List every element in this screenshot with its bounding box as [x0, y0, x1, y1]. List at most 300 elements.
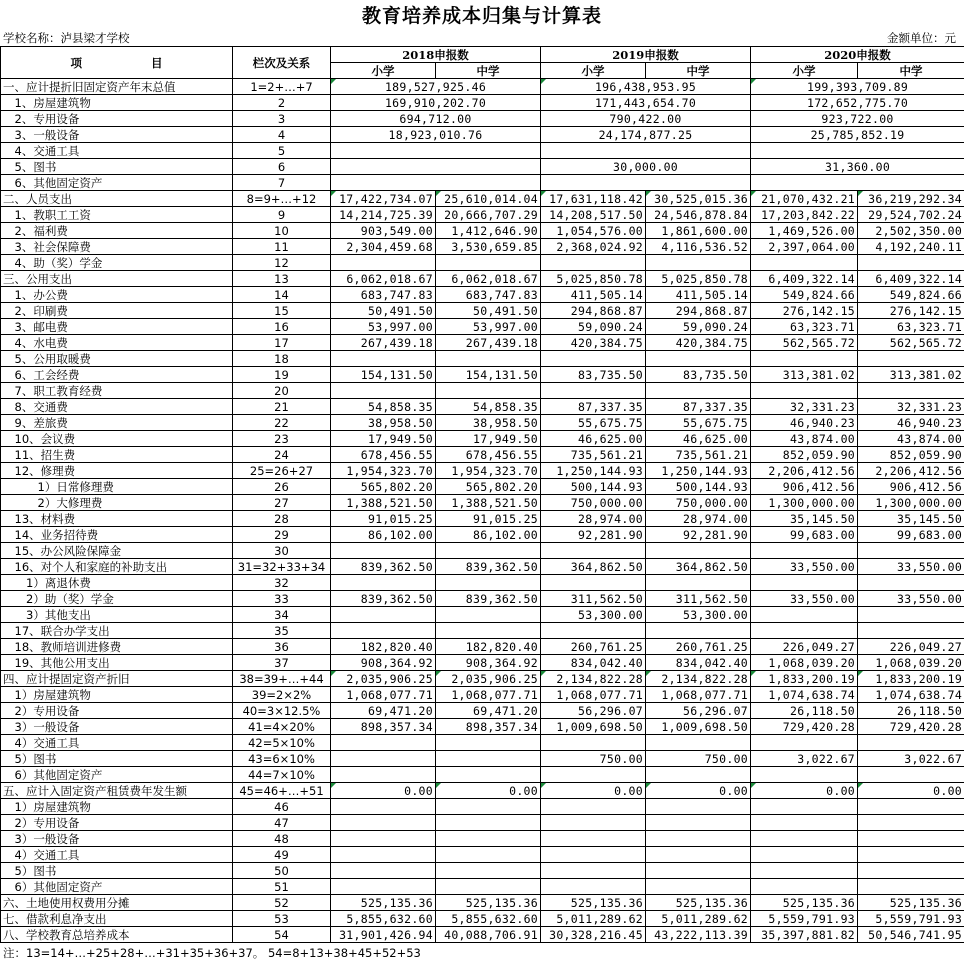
- value-cell-middle: 411,505.14: [646, 287, 751, 303]
- row-item-label: 14、业务招待费: [1, 527, 233, 543]
- value-cell-middle: 43,874.00: [858, 431, 964, 447]
- value-cell-primary: 906,412.56: [751, 479, 858, 495]
- value-cell-primary: 678,456.55: [331, 447, 436, 463]
- row-item-label: 5、公用取暖费: [1, 351, 233, 367]
- value-cell-middle: 5,011,289.62: [646, 911, 751, 927]
- value-cell-primary: 1,068,077.71: [331, 687, 436, 703]
- value-cell-primary: 31,901,426.94: [331, 927, 436, 943]
- value-cell-primary: 839,362.50: [331, 559, 436, 575]
- value-cell-middle: 5,559,791.93: [858, 911, 964, 927]
- value-cell-combined: 196,438,953.95: [541, 79, 751, 95]
- cost-table: [0, 46, 964, 943]
- value-cell-middle: [858, 831, 964, 847]
- value-cell-primary: 5,025,850.78: [541, 271, 646, 287]
- value-cell-middle: 834,042.40: [646, 655, 751, 671]
- value-cell-primary: 1,068,077.71: [541, 687, 646, 703]
- value-cell-middle: [646, 847, 751, 863]
- value-cell-middle: 313,381.02: [858, 367, 964, 383]
- row-item-label: 5、图书: [1, 159, 233, 175]
- row-relation: 1=2+…+7: [233, 79, 331, 95]
- value-cell-middle: [436, 255, 541, 271]
- value-cell-primary: [751, 255, 858, 271]
- value-cell-middle: 2,035,906.25: [436, 671, 541, 687]
- row-item-label: 13、材料费: [1, 511, 233, 527]
- row-relation: 41=4×20%: [233, 719, 331, 735]
- table-row: [1, 735, 964, 751]
- value-cell-combined: 694,712.00: [331, 111, 541, 127]
- value-cell-primary: 17,631,118.42: [541, 191, 646, 207]
- value-cell-primary: 2,304,459.68: [331, 239, 436, 255]
- row-item-label: 2）专用设备: [1, 703, 233, 719]
- table-row: [1, 447, 964, 463]
- row-item-label: 2、专用设备: [1, 111, 233, 127]
- value-cell-primary: 53,997.00: [331, 319, 436, 335]
- value-cell-middle: 750.00: [646, 751, 751, 767]
- value-cell-middle: 54,858.35: [436, 399, 541, 415]
- value-cell-primary: [541, 799, 646, 815]
- value-cell-combined: [751, 143, 964, 159]
- row-item-label: 1）离退休费: [1, 575, 233, 591]
- row-relation: 39=2×2%: [233, 687, 331, 703]
- table-row: [1, 655, 964, 671]
- value-cell-middle: [436, 831, 541, 847]
- value-cell-primary: 0.00: [751, 783, 858, 799]
- value-cell-primary: 735,561.21: [541, 447, 646, 463]
- value-cell-primary: 32,331.23: [751, 399, 858, 415]
- value-cell-primary: 1,954,323.70: [331, 463, 436, 479]
- value-cell-combined: 169,910,202.70: [331, 95, 541, 111]
- value-cell-primary: 43,874.00: [751, 431, 858, 447]
- value-cell-middle: 56,296.07: [646, 703, 751, 719]
- row-item-label: 1、房屋建筑物: [1, 95, 233, 111]
- value-cell-middle: 1,861,600.00: [646, 223, 751, 239]
- value-cell-middle: 525,135.36: [436, 895, 541, 911]
- value-cell-middle: [436, 351, 541, 367]
- value-cell-combined: 189,527,925.46: [331, 79, 541, 95]
- value-cell-middle: 0.00: [858, 783, 964, 799]
- value-cell-middle: 63,323.71: [858, 319, 964, 335]
- value-cell-middle: 4,192,240.11: [858, 239, 964, 255]
- value-cell-middle: [646, 767, 751, 783]
- value-cell-middle: 1,068,077.71: [646, 687, 751, 703]
- value-cell-middle: [436, 575, 541, 591]
- value-cell-middle: 1,300,000.00: [858, 495, 964, 511]
- row-relation: 19: [233, 367, 331, 383]
- value-cell-middle: 898,357.34: [436, 719, 541, 735]
- value-cell-middle: 5,855,632.60: [436, 911, 541, 927]
- value-cell-middle: [646, 879, 751, 895]
- row-relation: 49: [233, 847, 331, 863]
- row-relation: 53: [233, 911, 331, 927]
- header-year-2018: 2018申报数: [331, 47, 541, 63]
- value-cell-primary: 17,422,734.07: [331, 191, 436, 207]
- report-title: 教育培养成本归集与计算表: [361, 5, 602, 27]
- value-cell-primary: 14,214,725.39: [331, 207, 436, 223]
- value-cell-middle: 908,364.92: [436, 655, 541, 671]
- table-row: [1, 527, 964, 543]
- row-item-label: 2、福利费: [1, 223, 233, 239]
- row-relation: 27: [233, 495, 331, 511]
- value-cell-primary: 1,300,000.00: [751, 495, 858, 511]
- table-row: [1, 863, 964, 879]
- value-cell-primary: [751, 607, 858, 623]
- value-cell-primary: [331, 351, 436, 367]
- value-cell-primary: 1,054,576.00: [541, 223, 646, 239]
- value-cell-primary: 35,145.50: [751, 511, 858, 527]
- value-cell-combined: [331, 159, 541, 175]
- row-relation: 26: [233, 479, 331, 495]
- value-cell-primary: 834,042.40: [541, 655, 646, 671]
- value-cell-primary: 17,949.50: [331, 431, 436, 447]
- value-cell-middle: [646, 815, 751, 831]
- value-cell-primary: 2,397,064.00: [751, 239, 858, 255]
- row-item-label: 3、邮电费: [1, 319, 233, 335]
- value-cell-middle: 276,142.15: [858, 303, 964, 319]
- value-cell-middle: [646, 863, 751, 879]
- value-cell-primary: 276,142.15: [751, 303, 858, 319]
- value-cell-middle: [646, 575, 751, 591]
- value-cell-primary: 839,362.50: [331, 591, 436, 607]
- table-row: [1, 767, 964, 783]
- row-relation: 24: [233, 447, 331, 463]
- value-cell-primary: 411,505.14: [541, 287, 646, 303]
- header-primary: 小学: [331, 63, 436, 79]
- value-cell-primary: [541, 863, 646, 879]
- table-row: [1, 175, 964, 191]
- row-item-label: 2）专用设备: [1, 815, 233, 831]
- table-row: [1, 879, 964, 895]
- row-item-label: 11、招生费: [1, 447, 233, 463]
- value-cell-middle: 43,222,113.39: [646, 927, 751, 943]
- value-cell-middle: 1,068,039.20: [858, 655, 964, 671]
- value-cell-middle: 260,761.25: [646, 639, 751, 655]
- value-cell-primary: 91,015.25: [331, 511, 436, 527]
- value-cell-primary: [751, 863, 858, 879]
- value-cell-middle: [436, 815, 541, 831]
- value-cell-primary: 420,384.75: [541, 335, 646, 351]
- table-row: [1, 783, 964, 799]
- value-cell-middle: 839,362.50: [436, 591, 541, 607]
- value-cell-middle: 29,524,702.24: [858, 207, 964, 223]
- value-cell-primary: [751, 799, 858, 815]
- row-relation: 32: [233, 575, 331, 591]
- row-relation: 11: [233, 239, 331, 255]
- row-relation: 7: [233, 175, 331, 191]
- value-cell-primary: [541, 351, 646, 367]
- value-cell-middle: 683,747.83: [436, 287, 541, 303]
- value-cell-middle: [436, 543, 541, 559]
- value-cell-middle: 1,068,077.71: [436, 687, 541, 703]
- value-cell-primary: 549,824.66: [751, 287, 858, 303]
- value-cell-primary: 1,068,039.20: [751, 655, 858, 671]
- value-cell-middle: [646, 255, 751, 271]
- row-item-label: 8、交通费: [1, 399, 233, 415]
- value-cell-primary: [541, 543, 646, 559]
- row-item-label: 2、印刷费: [1, 303, 233, 319]
- value-cell-middle: 91,015.25: [436, 511, 541, 527]
- table-row: [1, 335, 964, 351]
- table-row: [1, 719, 964, 735]
- value-cell-middle: [858, 863, 964, 879]
- row-relation: 36: [233, 639, 331, 655]
- value-cell-combined: 30,000.00: [541, 159, 751, 175]
- table-row: [1, 831, 964, 847]
- value-cell-primary: 87,337.35: [541, 399, 646, 415]
- row-relation: 34: [233, 607, 331, 623]
- value-cell-middle: 0.00: [436, 783, 541, 799]
- row-relation: 14: [233, 287, 331, 303]
- value-cell-middle: 1,412,646.90: [436, 223, 541, 239]
- value-cell-primary: 525,135.36: [751, 895, 858, 911]
- value-cell-middle: 2,134,822.28: [646, 671, 751, 687]
- table-row: [1, 191, 964, 207]
- value-cell-primary: [331, 751, 436, 767]
- value-cell-primary: 0.00: [331, 783, 436, 799]
- table-row: [1, 927, 964, 943]
- value-cell-middle: 36,219,292.34: [858, 191, 964, 207]
- value-cell-primary: [331, 879, 436, 895]
- value-cell-primary: 5,011,289.62: [541, 911, 646, 927]
- value-cell-middle: 6,409,322.14: [858, 271, 964, 287]
- value-cell-primary: [331, 735, 436, 751]
- value-cell-middle: 1,833,200.19: [858, 671, 964, 687]
- value-cell-middle: 69,471.20: [436, 703, 541, 719]
- value-cell-middle: [858, 255, 964, 271]
- value-cell-primary: [331, 255, 436, 271]
- value-cell-combined: 24,174,877.25: [541, 127, 751, 143]
- value-cell-primary: 54,858.35: [331, 399, 436, 415]
- table-row: [1, 463, 964, 479]
- row-item-label: 7、职工教育经费: [1, 383, 233, 399]
- table-row: [1, 687, 964, 703]
- row-item-label: 一、应计提折旧固定资产年末总值: [1, 79, 233, 95]
- value-cell-combined: 172,652,775.70: [751, 95, 964, 111]
- value-cell-primary: [751, 623, 858, 639]
- value-cell-middle: 17,949.50: [436, 431, 541, 447]
- value-cell-middle: [646, 383, 751, 399]
- row-item-label: 3）其他支出: [1, 607, 233, 623]
- value-cell-primary: 33,550.00: [751, 559, 858, 575]
- value-cell-primary: [751, 351, 858, 367]
- value-cell-combined: 923,722.00: [751, 111, 964, 127]
- table-row: [1, 271, 964, 287]
- value-cell-middle: [858, 799, 964, 815]
- row-relation: 25=26+27: [233, 463, 331, 479]
- row-item-label: 1）房屋建筑物: [1, 799, 233, 815]
- value-cell-primary: 2,134,822.28: [541, 671, 646, 687]
- row-relation: 35: [233, 623, 331, 639]
- row-item-label: 七、借款利息净支出: [1, 911, 233, 927]
- value-cell-middle: 1,388,521.50: [436, 495, 541, 511]
- row-relation: 23: [233, 431, 331, 447]
- value-cell-middle: [858, 847, 964, 863]
- table-row: [1, 383, 964, 399]
- value-cell-primary: 750,000.00: [541, 495, 646, 511]
- row-relation: 52: [233, 895, 331, 911]
- value-cell-primary: 294,868.87: [541, 303, 646, 319]
- value-cell-middle: [646, 831, 751, 847]
- value-cell-primary: [331, 623, 436, 639]
- value-cell-primary: [751, 847, 858, 863]
- table-row: [1, 351, 964, 367]
- value-cell-middle: 33,550.00: [858, 591, 964, 607]
- value-cell-middle: 50,491.50: [436, 303, 541, 319]
- value-cell-primary: [751, 767, 858, 783]
- value-cell-primary: 26,118.50: [751, 703, 858, 719]
- row-item-label: 1）房屋建筑物: [1, 687, 233, 703]
- value-cell-middle: 25,610,014.04: [436, 191, 541, 207]
- row-item-label: 5）图书: [1, 863, 233, 879]
- row-item-label: 6）其他固定资产: [1, 767, 233, 783]
- table-row: [1, 511, 964, 527]
- row-item-label: 八、学校教育总培养成本: [1, 927, 233, 943]
- value-cell-middle: 294,868.87: [646, 303, 751, 319]
- row-relation: 31=32+33+34: [233, 559, 331, 575]
- value-cell-primary: [541, 815, 646, 831]
- value-cell-primary: 226,049.27: [751, 639, 858, 655]
- header-item: 项 目: [1, 47, 233, 79]
- row-relation: 6: [233, 159, 331, 175]
- row-item-label: 17、联合办学支出: [1, 623, 233, 639]
- value-cell-primary: 1,250,144.93: [541, 463, 646, 479]
- school-name: 学校名称：泸县梁才学校: [3, 31, 130, 45]
- value-cell-primary: [331, 847, 436, 863]
- value-cell-primary: 46,940.23: [751, 415, 858, 431]
- row-item-label: 5）图书: [1, 751, 233, 767]
- value-cell-middle: 562,565.72: [858, 335, 964, 351]
- value-cell-primary: 59,090.24: [541, 319, 646, 335]
- value-cell-primary: [751, 543, 858, 559]
- value-cell-primary: [541, 767, 646, 783]
- value-cell-middle: 2,502,350.00: [858, 223, 964, 239]
- value-cell-primary: 2,368,024.92: [541, 239, 646, 255]
- value-cell-primary: 83,735.50: [541, 367, 646, 383]
- value-cell-primary: 1,009,698.50: [541, 719, 646, 735]
- value-cell-primary: 33,550.00: [751, 591, 858, 607]
- value-cell-combined: [751, 175, 964, 191]
- value-cell-primary: [541, 735, 646, 751]
- row-relation: 18: [233, 351, 331, 367]
- row-item-label: 18、教师培训进修费: [1, 639, 233, 655]
- row-relation: 4: [233, 127, 331, 143]
- table-row: [1, 623, 964, 639]
- row-relation: 54: [233, 927, 331, 943]
- value-cell-middle: [858, 623, 964, 639]
- value-cell-middle: [436, 847, 541, 863]
- value-cell-combined: [331, 175, 541, 191]
- row-item-label: 6）其他固定资产: [1, 879, 233, 895]
- value-cell-middle: [436, 607, 541, 623]
- value-cell-middle: 729,420.28: [858, 719, 964, 735]
- row-relation: 22: [233, 415, 331, 431]
- value-cell-middle: [436, 767, 541, 783]
- row-item-label: 五、应计入固定资产租赁费年发生额: [1, 783, 233, 799]
- value-cell-middle: 92,281.90: [646, 527, 751, 543]
- value-cell-primary: 364,862.50: [541, 559, 646, 575]
- value-cell-middle: 28,974.00: [646, 511, 751, 527]
- row-relation: 12: [233, 255, 331, 271]
- value-cell-primary: [751, 383, 858, 399]
- table-row: [1, 207, 964, 223]
- row-item-label: 12、修理费: [1, 463, 233, 479]
- value-cell-combined: 199,393,709.89: [751, 79, 964, 95]
- value-cell-middle: [436, 879, 541, 895]
- row-item-label: 六、土地使用权费用分摊: [1, 895, 233, 911]
- table-row: [1, 799, 964, 815]
- row-item-label: 2）大修理费: [1, 495, 233, 511]
- value-cell-middle: 46,625.00: [646, 431, 751, 447]
- row-relation: 45=46+…+51: [233, 783, 331, 799]
- row-item-label: 四、应计提固定资产折旧: [1, 671, 233, 687]
- row-relation: 15: [233, 303, 331, 319]
- value-cell-middle: 525,135.36: [646, 895, 751, 911]
- table-row: [1, 367, 964, 383]
- value-cell-combined: 790,422.00: [541, 111, 751, 127]
- value-cell-middle: 565,802.20: [436, 479, 541, 495]
- value-cell-primary: 311,562.50: [541, 591, 646, 607]
- table-row: [1, 607, 964, 623]
- value-cell-primary: 267,439.18: [331, 335, 436, 351]
- value-cell-middle: [858, 575, 964, 591]
- table-row: [1, 895, 964, 911]
- row-relation: 51: [233, 879, 331, 895]
- value-cell-middle: 0.00: [646, 783, 751, 799]
- value-cell-combined: 25,785,852.19: [751, 127, 964, 143]
- value-cell-middle: 1,074,638.74: [858, 687, 964, 703]
- table-row: [1, 479, 964, 495]
- value-cell-middle: 40,088,706.91: [436, 927, 541, 943]
- table-row: [1, 143, 964, 159]
- value-cell-middle: 226,049.27: [858, 639, 964, 655]
- value-cell-middle: 6,062,018.67: [436, 271, 541, 287]
- value-cell-primary: 3,022.67: [751, 751, 858, 767]
- table-row: [1, 671, 964, 687]
- header-relation: 栏次及关系: [233, 47, 331, 79]
- value-cell-middle: 267,439.18: [436, 335, 541, 351]
- table-row: [1, 639, 964, 655]
- value-cell-middle: 46,940.23: [858, 415, 964, 431]
- value-cell-primary: 5,559,791.93: [751, 911, 858, 927]
- value-cell-middle: [858, 383, 964, 399]
- row-relation: 47: [233, 815, 331, 831]
- value-cell-middle: [646, 799, 751, 815]
- value-cell-middle: 525,135.36: [858, 895, 964, 911]
- row-item-label: 9、差旅费: [1, 415, 233, 431]
- currency-unit: 金额单位：元: [887, 31, 956, 45]
- value-cell-primary: 565,802.20: [331, 479, 436, 495]
- value-cell-combined: [541, 143, 751, 159]
- value-cell-middle: 364,862.50: [646, 559, 751, 575]
- value-cell-primary: 729,420.28: [751, 719, 858, 735]
- value-cell-middle: 4,116,536.52: [646, 239, 751, 255]
- value-cell-primary: 500,144.93: [541, 479, 646, 495]
- value-cell-primary: 56,296.07: [541, 703, 646, 719]
- value-cell-middle: [858, 351, 964, 367]
- table-row: [1, 239, 964, 255]
- row-relation: 38=39+…+44: [233, 671, 331, 687]
- value-cell-primary: [541, 575, 646, 591]
- table-body: [1, 79, 964, 943]
- value-cell-middle: 53,997.00: [436, 319, 541, 335]
- value-cell-middle: 549,824.66: [858, 287, 964, 303]
- value-cell-middle: 55,675.75: [646, 415, 751, 431]
- value-cell-primary: 92,281.90: [541, 527, 646, 543]
- value-cell-primary: 525,135.36: [331, 895, 436, 911]
- value-cell-middle: 311,562.50: [646, 591, 751, 607]
- row-item-label: 1、教职工工资: [1, 207, 233, 223]
- row-relation: 5: [233, 143, 331, 159]
- value-cell-combined: 18,923,010.76: [331, 127, 541, 143]
